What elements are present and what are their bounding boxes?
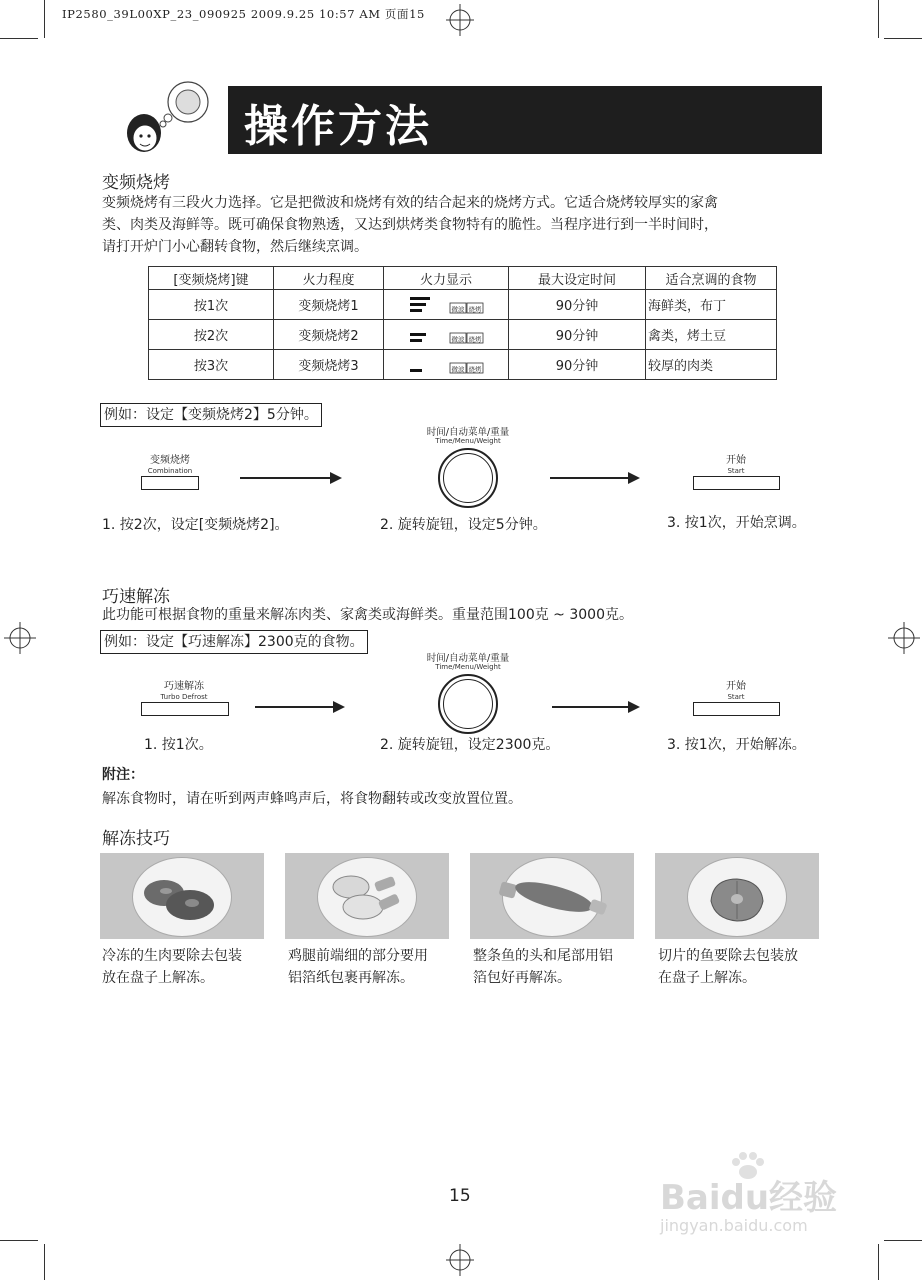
chicken-leg-icon [321,867,411,927]
knob-label-en: Time/Menu/Weight [435,663,501,671]
power-bar [410,303,426,306]
crop-mark [884,38,922,39]
step-3-text: 3. 按1次，开始解冻。 [667,737,806,753]
knob-label [388,654,548,672]
section-heading-tips: 解冻技巧 [102,829,170,849]
button-label-zh: 巧速解冻 [164,681,204,692]
section-heading-defrost: 巧速解冻 [102,587,170,607]
power-bar [410,297,430,300]
mode-tag-label: 微波 [451,335,465,343]
tip-caption [288,945,458,989]
registration-mark-right [888,622,920,654]
crop-mark [0,1240,38,1241]
start-button[interactable] [693,702,780,716]
start-button-label [696,682,776,702]
press-count-cell: 按3次 [149,350,274,380]
photo-whole-fish [470,853,634,939]
note-text: 解冻食物时，请在听到两声蜂鸣声后，将食物翻转或改变放置位置。 [102,791,522,807]
title-banner [228,86,822,154]
power-level-cell: 变频烧烤2 [274,320,384,350]
combination-button[interactable] [141,476,199,490]
start-label-zh: 开始 [726,681,746,692]
registration-mark-left [4,622,36,654]
mode-tag-label: 微波 [451,365,465,373]
tip-line: 切片的鱼要除去包装放 [658,948,798,964]
step-1-text: 1. 按2次，设定[变频烧烤2]。 [102,517,289,533]
time-menu-weight-dial[interactable] [438,448,498,508]
mode-tag-label: 微波 [451,305,465,313]
power-bar [410,309,422,312]
col-header: 最大设定时间 [509,267,646,290]
start-button[interactable] [693,476,780,490]
food-cell: 较厚的肉类 [646,350,777,380]
knob-label-zh: 时间/自动菜单/重量 [426,653,510,664]
table-header-row [149,267,777,290]
crop-mark [884,1240,922,1241]
button-label-en: Combination [147,467,193,475]
fish-steak-icon [703,871,773,927]
photo-fish-steak [655,853,819,939]
step-1-text: 1. 按1次。 [144,737,213,753]
step-2-text: 2. 旋转旋钮，设定5分钟。 [380,517,547,533]
photo-frozen-meat [100,853,264,939]
power-bars-icon [406,354,486,376]
table-row [149,350,777,380]
step-3-text: 3. 按1次，开始烹调。 [667,515,806,531]
crop-mark [878,1244,879,1280]
power-bars-icon [406,294,486,316]
watermark-brand: Baidu经验 [660,1178,838,1218]
arrow-right-icon [550,477,638,479]
button-label-en: Turbo Defrost [160,693,208,701]
step-2-text: 2. 旋转旋钮，设定2300克。 [380,737,560,753]
combination-mode-table [148,266,777,380]
max-time-cell: 90分钟 [509,350,646,380]
whole-fish-icon [496,875,616,919]
power-bar [410,333,426,336]
power-display-cell [384,350,509,380]
arrow-right-icon [552,706,638,708]
defrost-example-box: 例如：设定【巧速解冻】2300克的食物。 [100,630,368,654]
tip-caption [102,945,272,989]
col-header: 火力程度 [274,267,384,290]
col-header: 火力显示 [384,267,509,290]
desc-line: 请打开炉门小心翻转食物，然后继续烹调。 [102,239,368,255]
tip-line: 铝箔纸包裹再解冻。 [288,970,414,986]
tip-line: 鸡腿前端细的部分要用 [288,948,428,964]
combination-description [102,192,832,258]
start-button-label [696,456,776,476]
mode-tag-label: 烧烤 [468,365,482,373]
tip-line: 在盘子上解冻。 [658,970,756,986]
tip-line: 箔包好再解冻。 [473,970,571,986]
start-label-zh: 开始 [726,455,746,466]
food-cell: 禽类，烤土豆 [646,320,777,350]
food-cell: 海鲜类，布丁 [646,290,777,320]
power-level-cell: 变频烧烤3 [274,350,384,380]
press-count-cell: 按1次 [149,290,274,320]
tip-caption [473,945,643,989]
time-menu-weight-dial[interactable] [438,674,498,734]
chef-mascot-icon [118,78,214,158]
registration-mark-top [446,4,474,36]
power-display-cell [384,290,509,320]
tip-line: 冷冻的生肉要除去包装 [102,948,242,964]
tip-line: 整条鱼的头和尾部用铝 [473,948,613,964]
combination-button-label [130,456,210,476]
max-time-cell: 90分钟 [509,290,646,320]
col-header: [变频烧烤]键 [149,267,274,290]
page-number: 15 [449,1186,471,1206]
defrost-button-label [144,682,224,702]
start-label-en: Start [727,467,745,475]
knob-label-en: Time/Menu/Weight [435,437,501,445]
desc-line: 变频烧烤有三段火力选择。它是把微波和烧烤有效的结合起来的烧烤方式。它适合烧烤较厚实的家禽 [102,195,718,211]
crop-mark [44,1244,45,1280]
knob-label-zh: 时间/自动菜单/重量 [426,427,510,438]
power-bar [410,369,422,372]
knob-label [388,428,548,446]
power-bar [410,339,422,342]
combination-example-box: 例如：设定【变频烧烤2】5分钟。 [100,403,322,427]
tip-caption [658,945,828,989]
defrost-description: 此功能可根据食物的重量来解冻肉类、家禽类或海鲜类。重量范围100克 ~ 3000克。 [102,607,633,623]
power-bars-icon [406,324,486,346]
table-row [149,320,777,350]
start-label-en: Start [727,693,745,701]
watermark-url: jingyan.baidu.com [660,1216,808,1235]
arrow-right-icon [240,477,340,479]
registration-mark-bottom [446,1244,474,1276]
crop-mark [878,0,879,38]
power-display-cell [384,320,509,350]
turbo-defrost-button[interactable] [141,702,229,716]
section-heading-combination: 变频烧烤 [102,173,170,193]
desc-line: 类、肉类及海鲜等。既可确保食物熟透，又达到烘烤类食物特有的脆性。当程序进行到一半时间时， [102,217,718,233]
table-row [149,290,777,320]
press-count-cell: 按2次 [149,320,274,350]
note-title: 附注： [102,767,144,783]
raw-meat-icon [136,871,226,927]
arrow-right-icon [255,706,343,708]
page-title: 操作方法 [244,101,432,152]
mode-tag-label: 烧烤 [468,335,482,343]
max-time-cell: 90分钟 [509,320,646,350]
col-header: 适合烹调的食物 [646,267,777,290]
crop-mark [0,38,38,39]
tip-line: 放在盘子上解冻。 [102,970,214,986]
mode-tag-label: 烧烤 [468,305,482,313]
button-label-zh: 变频烧烤 [150,455,190,466]
print-header: IP2580_39L00XP_23_090925 2009.9.25 10:57 AM 页面15 [62,7,425,21]
crop-mark [44,0,45,38]
power-level-cell: 变频烧烤1 [274,290,384,320]
photo-chicken-legs [285,853,449,939]
